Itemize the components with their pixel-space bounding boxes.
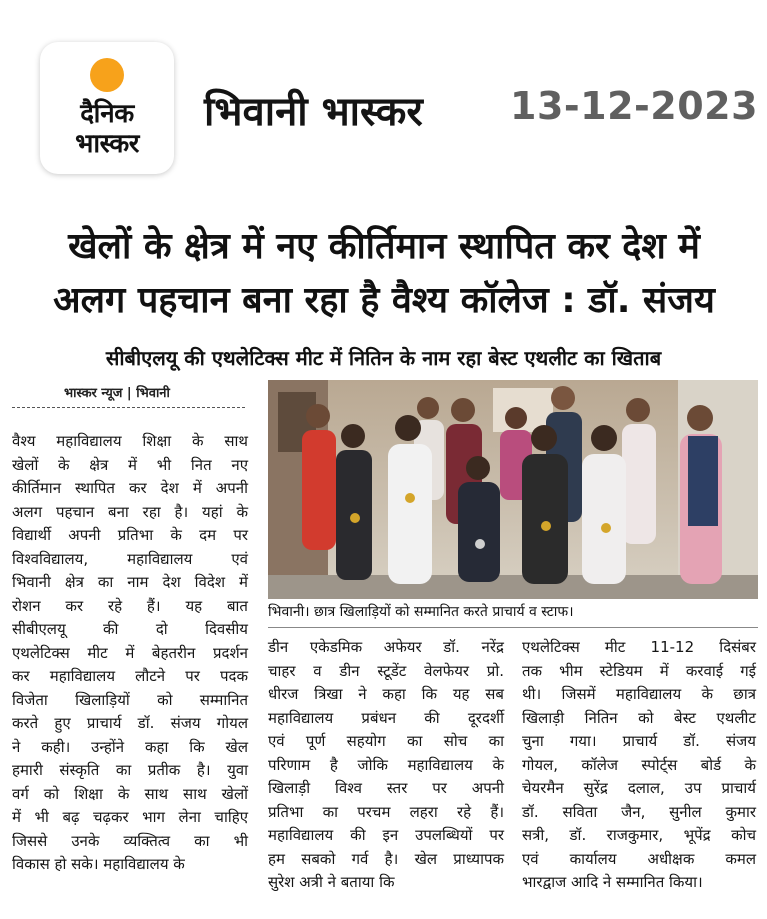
headline-line-2: अलग पहचान बना रहा है वैश्य कॉलेज : डॉ. संजय (53, 280, 715, 321)
article-text-line: खिलाड़ी विश्व स्तर पर अपनी (268, 779, 504, 797)
article-text-line: डॉ. सविता जैन, सुनील कुमार (522, 802, 756, 821)
article-text-line: वैश्य महाविद्यालय शिक्षा के साथ (12, 432, 248, 450)
article-text-line: एवं पूर्ण सहयोग का सोच का (268, 732, 504, 750)
article-text-line: वर्ग को शिक्षा के साथ साथ खेलों (12, 784, 248, 803)
sun-icon (90, 58, 124, 92)
article-text-line: धीरज त्रिखा ने कहा कि यह सब (268, 685, 504, 703)
article-text-line: तक भीम स्टेडियम में करवाई गई (522, 661, 756, 680)
headline-line-1: खेलों के क्षेत्र में नए कीर्तिमान स्थापित कर देश में (68, 226, 700, 267)
article-text-line: हमारी संस्कृति का प्रतीक है। युवा (12, 761, 248, 779)
article-text-line: विकास हो सके। महाविद्यालय के (12, 855, 185, 873)
article-text-line: ने कही। उन्होंने कहा कि खेल (12, 737, 248, 756)
byline: भास्कर न्यूज | भिवानी (64, 386, 170, 401)
article-text-line: भारद्वाज आदि ने सम्मानित किया। (522, 873, 703, 891)
article-text-line: एवं कार्यालय अधीक्षक कमल (522, 849, 756, 868)
article-text-line: सत्री, डॉ. राजकुमार, भूपेंद्र कोच (522, 826, 756, 844)
logo-text-line2: भास्कर (75, 129, 139, 159)
article-column-2 (268, 636, 504, 895)
article-column-3 (522, 636, 756, 895)
article-text-line: में भी बढ़ चढ़कर भाग लेना चाहिए (12, 808, 248, 826)
subheadline: सीबीएलयू की एथलेटिक्स मीट में नितिन के नाम रहा बेस्ट एथलीट का खिताब (105, 346, 662, 370)
headline (14, 220, 754, 328)
photo-caption: भिवानी। छात्र खिलाड़ियों को सम्मानित करते प्राचार्य व स्टाफ। (268, 604, 574, 620)
article-text-line: अलग पहचान बना रहा है। यहां के (12, 502, 248, 521)
article-column-1 (12, 430, 248, 877)
article-text-line: चुना गया। प्राचार्य डॉ. संजय (522, 732, 756, 750)
article-text-line: हम सबको गर्व है। खेल प्राध्यापक (268, 849, 504, 868)
caption-divider (268, 627, 758, 628)
article-text-line: एथलेटिक्स मीट में बेहतरीन प्रदर्शन (12, 643, 248, 662)
article-text-line: एथलेटिक्स मीट 11-12 दिसंबर (522, 638, 756, 656)
article-text-line: चेयरमैन सुरेंद्र दलाल, उप प्राचार्य (522, 779, 756, 797)
article-text-line: करते हुए प्राचार्य डॉ. संजय गोयल (12, 714, 248, 732)
article-text-line: खिलाड़ी नितिन को बेस्ट एथलीट (522, 708, 756, 727)
article-text-line: कीर्तिमान स्थापित कर देश में अपनी (12, 479, 248, 497)
newspaper-logo (40, 42, 174, 174)
logo-text-line1: दैनिक (80, 99, 134, 129)
article-text-line: कर महाविद्यालय लौटने पर पदक (12, 667, 248, 685)
article-text-line: परिणाम है जोकि महाविद्यालय के (268, 755, 504, 774)
edition-name: भिवानी भास्कर (204, 89, 423, 135)
article-text-line: महाविद्यालय प्रबंधन की दूरदर्शी (268, 708, 504, 727)
article-text-line: विश्वविद्यालय, महाविद्यालय एवं (12, 549, 248, 568)
article-text-line: विद्यार्थी अपनी प्रतिभा के दम पर (12, 526, 248, 544)
article-text-line: जिससे उनके व्यक्तित्व का भी (12, 831, 248, 850)
article-text-line: विजेता खिलाड़ियों को सम्मानित (12, 690, 248, 709)
article-text-line: भिवानी क्षेत्र का नाम देश विदेश में (12, 573, 248, 591)
byline-divider (12, 407, 245, 408)
article-text-line: सुरेश अत्री ने बताया कि (268, 873, 395, 891)
article-text-line: खेलों के क्षेत्र में भी नित नए (12, 455, 248, 474)
group-photo-illustration (268, 380, 758, 599)
article-text-line: रोशन कर रहे हैं। यह बात (12, 596, 248, 615)
publication-date: 13-12-2023 (510, 84, 759, 128)
article-text-line: डीन एकेडमिक अफेयर डॉ. नरेंद्र (268, 638, 504, 656)
article-text-line: प्रतिभा का परचम लहरा रहे हैं। (268, 802, 504, 821)
article-text-line: थी। जिसमें महाविद्यालय के छात्र (522, 685, 756, 703)
news-photo (268, 380, 758, 599)
article-text-line: गोयल, कॉलेज स्पोर्ट्स बोर्ड के (522, 755, 756, 774)
article-text-line: सीबीएलयू की दो दिवसीय (12, 620, 248, 638)
article-text-line: चाहर व डीन स्टूडेंट वेलफेयर प्रो. (268, 661, 504, 680)
article-text-line: महाविद्यालय की इन उपलब्धियों पर (268, 826, 504, 844)
